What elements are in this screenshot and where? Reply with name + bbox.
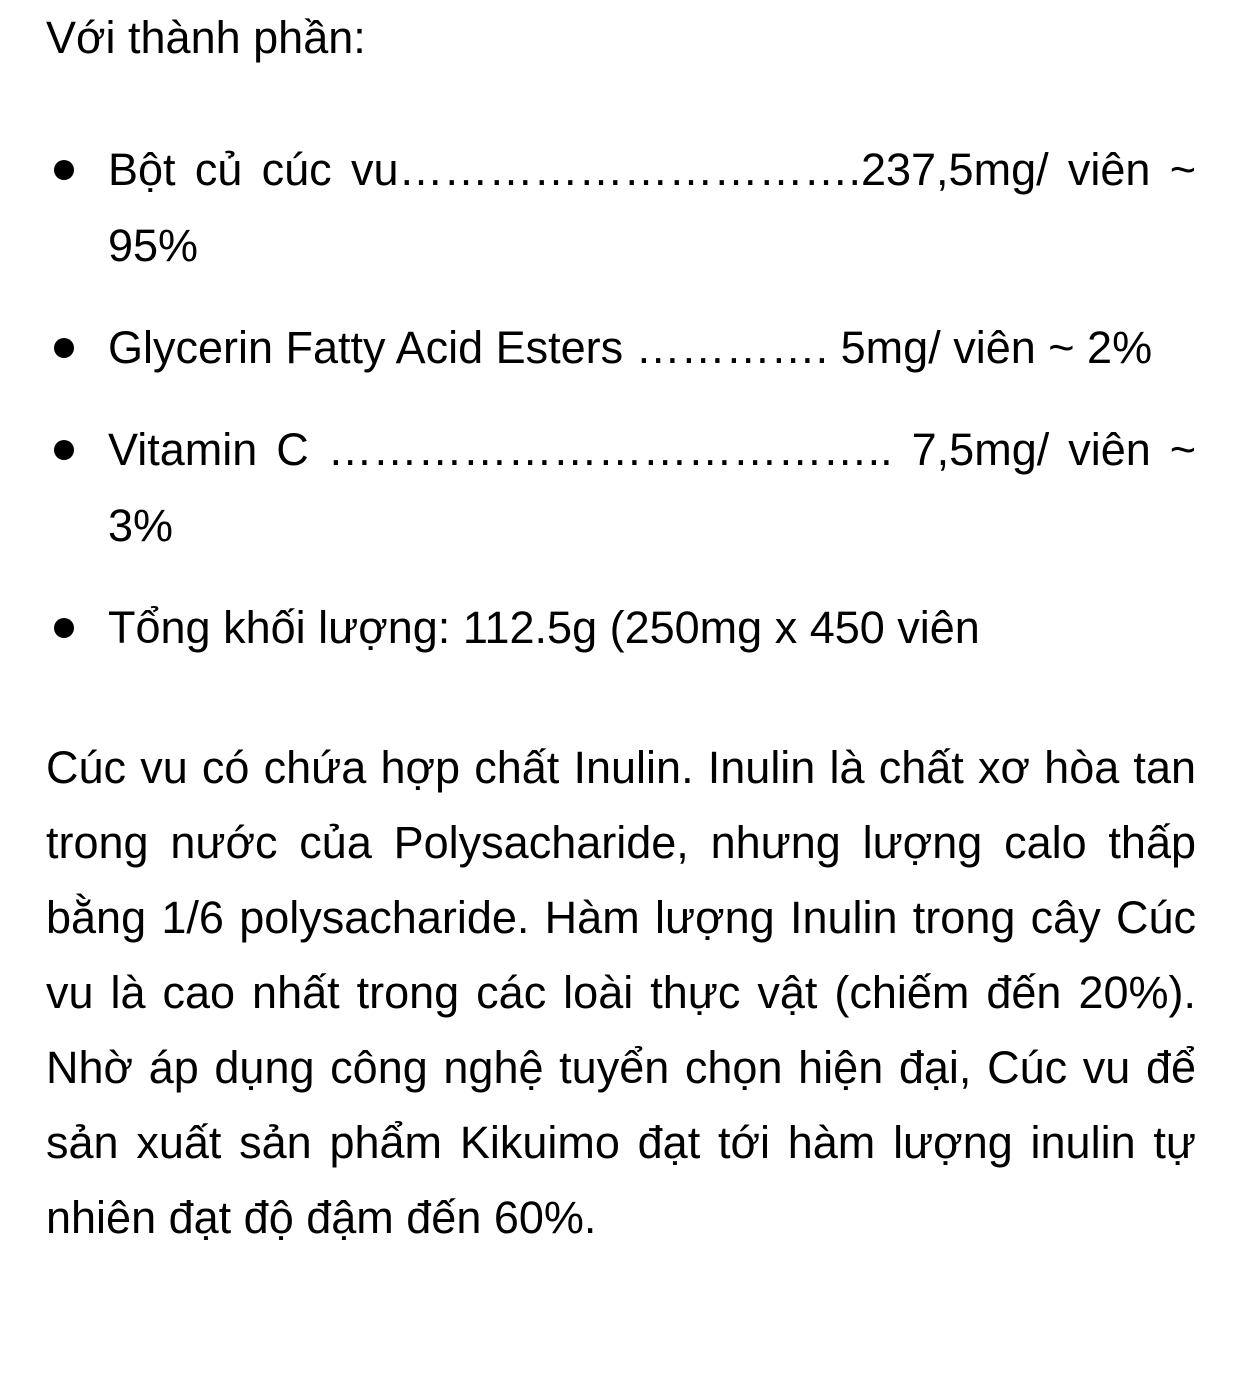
bullet-icon (54, 618, 74, 638)
ingredient-item (46, 590, 1196, 666)
bullet-icon (54, 440, 74, 460)
description-paragraph: Cúc vu có chứa hợp chất Inulin. Inulin là chất xơ hòa tan trong nước của Polysacharide, nhưng lượng calo thấp bằng 1/6 polysacharide. Hàm lượng Inulin trong cây Cúc vu là cao nhất trong các loài thực vật (chiếm đến 20%). Nhờ áp dụng công nghệ tuyển chọn hiện đại, Cúc vu để sản xuất sản phẩm Kikuimo đạt tới hàm lượng inulin tự nhiên đạt độ đậm đến 60%. (46, 742, 1196, 1243)
ingredients-list (46, 132, 1196, 666)
ingredient-item (46, 132, 1196, 284)
ingredient-text: Vitamin C ……………………………….. 7,5mg/ viên ~ 3% (108, 424, 1196, 551)
ingredient-item (46, 310, 1196, 386)
ingredient-text: Tổng khối lượng: 112.5g (250mg x 450 viên (108, 602, 980, 653)
ingredient-text: Bột củ cúc vu………………………….237,5mg/ viên ~ 95% (108, 144, 1196, 271)
ingredient-item (46, 412, 1196, 564)
bullet-icon (54, 160, 74, 180)
document-body (46, 0, 1196, 1255)
bullet-icon (54, 338, 74, 358)
ingredient-text: Glycerin Fatty Acid Esters …………. 5mg/ viên ~ 2% (108, 322, 1153, 373)
ingredients-heading: Với thành phần: (46, 12, 366, 63)
